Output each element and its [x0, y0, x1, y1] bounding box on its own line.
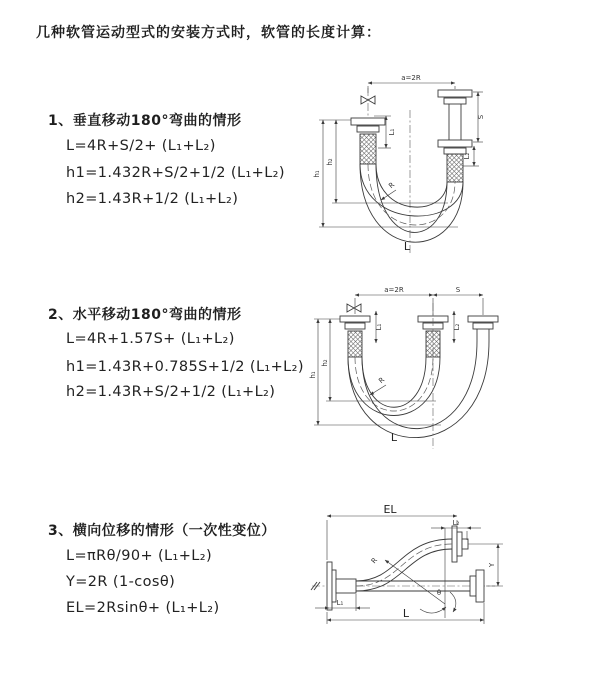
- dim-l-label: L: [402, 607, 410, 620]
- dim-l1: [315, 594, 370, 611]
- dim-el-label: EL: [383, 503, 397, 516]
- dim-s-label: S: [455, 286, 461, 294]
- left-pipe: [351, 118, 385, 164]
- right-pipe: [468, 316, 498, 341]
- dim-h1-label: h₁: [313, 170, 321, 178]
- page-title: 几种软管运动型式的安装方式时，软管的长度计算：: [36, 25, 381, 41]
- upper-flange: [452, 526, 468, 562]
- dim-h2-label: h₂: [321, 359, 329, 367]
- length-label: L: [390, 431, 398, 444]
- dim-l2-label: L₂: [452, 519, 460, 527]
- dim-a2r-label: a=2R: [401, 74, 421, 82]
- right-pipe: [438, 90, 472, 182]
- dim-h2-label: h₂: [326, 158, 334, 166]
- theta-label: θ: [436, 589, 442, 597]
- dim-l2-label: L₂: [463, 152, 471, 160]
- length-label: L: [403, 240, 411, 253]
- radius-label: R: [369, 556, 380, 566]
- dim-a2r: [355, 286, 433, 295]
- section-2-heading: 2、水平移动180°弯曲的情形: [48, 307, 242, 323]
- hose-s-curve: [356, 539, 452, 591]
- radius-callout: [370, 376, 386, 395]
- braid-section-left: [360, 134, 376, 164]
- radius-label: R: [387, 180, 397, 191]
- diagram-lateral-displacement: [300, 500, 600, 655]
- left-pipe: [340, 316, 370, 357]
- hose-curves: [348, 341, 489, 438]
- section-2-formula-h1: h1=1.43R+0.785S+1/2 (L₁+L₂): [66, 359, 304, 375]
- valve-icon: [361, 88, 375, 118]
- dim-l2-label: L₂: [453, 323, 461, 331]
- dim-l1-label: L₁: [388, 128, 396, 136]
- dim-l1-label: L₁: [375, 323, 383, 331]
- dim-l2: [453, 311, 461, 343]
- dim-y-label: Y: [488, 562, 496, 568]
- dim-l: [327, 603, 484, 624]
- section-3-formula-L: L=πRθ/90+ (L₁+L₂): [66, 548, 213, 564]
- dim-s: [473, 92, 485, 142]
- dim-a2r-label: a=2R: [384, 286, 404, 294]
- radius-label: R: [377, 375, 387, 386]
- dim-el: [327, 503, 457, 560]
- braid-section-left: [348, 331, 362, 357]
- dim-h1: [309, 319, 441, 425]
- section-1-formula-h1: h1=1.432R+S/2+1/2 (L₁+L₂): [66, 165, 285, 181]
- dim-l1-label: L₁: [336, 599, 344, 607]
- dim-s-label: S: [477, 114, 485, 120]
- section-1-heading: 1、垂直移动180°弯曲的情形: [48, 113, 242, 129]
- section-3-heading: 3、横向位移的情形（一次性变位）: [48, 523, 276, 539]
- section-1-formula-h2: h2=1.43R+1/2 (L₁+L₂): [66, 191, 239, 207]
- section-1-formula-L: L=4R+S/2+ (L₁+L₂): [66, 138, 216, 154]
- diagram-horizontal-180-bend: [306, 283, 596, 458]
- right-flange: [470, 570, 484, 602]
- dim-s: [433, 286, 483, 295]
- section-3-formula-EL: EL=2Rsinθ+ (L₁+L₂): [66, 600, 220, 616]
- section-2-formula-L: L=4R+1.57S+ (L₁+L₂): [66, 331, 235, 347]
- diagram-vertical-180-bend: [308, 70, 593, 260]
- dim-h1-label: h₁: [309, 371, 317, 379]
- dim-l1: [375, 311, 383, 343]
- valve-icon: [347, 304, 361, 312]
- braid-section-right: [447, 154, 463, 182]
- section-2-formula-h2: h2=1.43R+S/2+1/2 (L₁+L₂): [66, 384, 276, 400]
- section-3-formula-Y: Y=2R (1-cosθ): [66, 574, 176, 590]
- theta-angle: [420, 589, 456, 613]
